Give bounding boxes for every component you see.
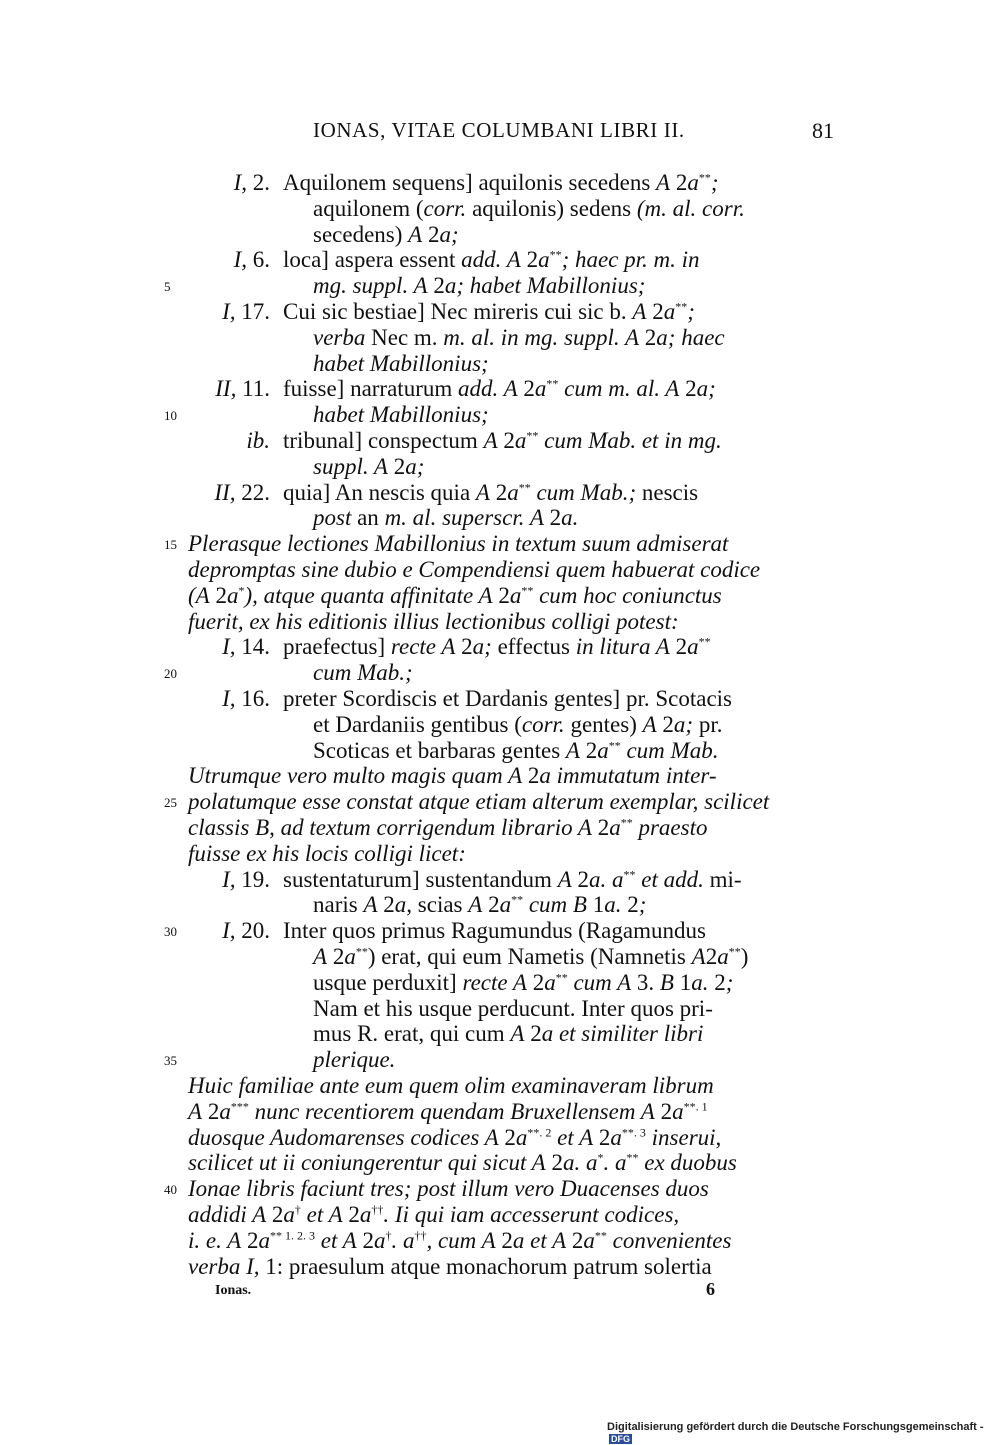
line-text: tribunal] conspectum A 2a** cum Mab. et in mg. xyxy=(283,428,722,453)
text-line xyxy=(0,299,1000,325)
citation-reference xyxy=(192,686,270,712)
line-text: addidi A 2a† et A 2a††. Ii qui iam accesserunt codices, xyxy=(188,1202,680,1227)
line-text: classis B, ad textum corrigendum librario A 2a** praesto xyxy=(188,815,708,840)
line-text: mus R. erat, qui cum A 2a et similiter libri xyxy=(313,1021,704,1047)
citation-reference xyxy=(192,428,270,454)
citation-chapter: 6. xyxy=(247,247,270,273)
line-text: Scoticas et barbaras gentes A 2a** cum Mab. xyxy=(313,737,719,763)
line-text: A 2a**) erat, qui eum Nametis (Namnetis A2a**) xyxy=(313,944,749,969)
citation-book: II, xyxy=(215,376,237,402)
text-line xyxy=(0,196,1000,222)
line-text: preter Scordiscis et Dardanis gentes] pr. Scotacis xyxy=(283,686,733,711)
citation-reference xyxy=(192,170,270,196)
text-line xyxy=(0,505,1000,531)
text-line xyxy=(0,583,1000,609)
text-line xyxy=(0,1125,1000,1151)
text-line xyxy=(0,815,1000,841)
line-text: fuerit, ex his editionis illius lectionibus colligi potest: xyxy=(188,608,679,634)
signature-mark: 6 xyxy=(706,1279,715,1299)
text-line xyxy=(0,1254,1000,1280)
text-line xyxy=(0,1150,1000,1176)
line-number: 40 xyxy=(164,1182,177,1198)
text-line xyxy=(0,170,1000,196)
citation-book: I, xyxy=(222,918,236,944)
citation-chapter: 16. xyxy=(235,686,270,711)
page-number: 81 xyxy=(812,118,834,143)
line-text: suppl. A 2a; xyxy=(313,453,425,479)
line-number: 30 xyxy=(164,924,177,940)
text-line xyxy=(0,1176,1000,1202)
line-text: duosque Audomarenses codices A $2a^{**. 2}$ et A $2a^{**. 3}$ inserui, xyxy=(188,1124,722,1150)
line-text: verba Nec m. m. al. in mg. suppl. A 2a; haec xyxy=(313,324,725,350)
line-text: Inter quos primus Ragumundus (Ragamundus xyxy=(283,918,706,944)
citation-reference xyxy=(192,480,270,506)
text-line xyxy=(0,763,1000,789)
line-text: secedens) A 2a; xyxy=(313,221,459,247)
citation-book: I, xyxy=(222,634,236,660)
citation-book: I, xyxy=(233,170,247,195)
citation-chapter: 14. xyxy=(235,634,270,660)
line-text: polatumque esse constat atque etiam alterum exemplar, scilicet xyxy=(188,789,770,815)
citation-chapter: 2. xyxy=(247,170,270,195)
text-line xyxy=(0,686,1000,712)
line-text: habet Mabillonius; xyxy=(313,350,489,376)
text-line xyxy=(0,273,1000,299)
citation-chapter: 19. xyxy=(235,866,270,892)
citation-book: ib. xyxy=(246,428,270,453)
line-text: mg. suppl. A 2a; habet Mabillonius; xyxy=(313,273,646,299)
citation-reference xyxy=(192,634,270,660)
line-text: habet Mabillonius; xyxy=(313,402,489,428)
text-line xyxy=(0,918,1000,944)
text-line xyxy=(0,428,1000,454)
digitization-note xyxy=(607,1421,1000,1445)
line-text: Utrumque vero multo magis quam A 2a immutatum inter- xyxy=(188,763,717,789)
line-number: 25 xyxy=(164,795,177,811)
text-line xyxy=(0,970,1000,996)
citation-chapter: 22. xyxy=(235,479,270,505)
line-number: 15 xyxy=(164,537,177,553)
text-line xyxy=(0,325,1000,351)
line-text: Cui sic bestiae] Nec mireris cui sic b. A 2a**; xyxy=(283,299,695,324)
line-text: et Dardaniis gentibus (corr. gentes) A 2a; pr. xyxy=(313,711,723,737)
line-text: A 2a*** nunc recentiorem quendam Bruxellensem A $2a^{**. 1}$ xyxy=(188,1098,708,1124)
line-text: Nam et his usque perducunt. Inter quos pri- xyxy=(313,995,713,1021)
text-line xyxy=(0,1021,1000,1047)
citation-reference xyxy=(192,918,270,944)
text-line xyxy=(0,892,1000,918)
text-line xyxy=(0,738,1000,764)
page-footer xyxy=(0,1279,1000,1309)
text-line xyxy=(0,1073,1000,1099)
line-text: post an m. al. superscr. A 2a. xyxy=(313,505,579,531)
text-line xyxy=(0,660,1000,686)
running-title: IONAS, VITAE COLUMBANI LIBRI II. xyxy=(313,118,685,142)
running-header xyxy=(0,118,1000,148)
line-text: cum Mab.; xyxy=(313,660,413,686)
citation-reference xyxy=(192,376,270,402)
text-line xyxy=(0,454,1000,480)
line-number: 20 xyxy=(164,666,177,682)
text-line xyxy=(0,712,1000,738)
text-line xyxy=(0,1228,1000,1254)
line-text: quia] An nescis quia A 2a** cum Mab.; nescis xyxy=(283,479,699,505)
line-text: fuisse] narraturum add. A 2a** cum m. al. A 2a; xyxy=(283,376,716,402)
line-text: Aquilonem sequens] aquilonis secedens A 2a**; xyxy=(283,170,719,195)
line-text: i. e. A $2a^{** 1. 2. 3}$ et A 2a†. a††, cum A 2a et A 2a** convenientes xyxy=(188,1227,732,1253)
line-text: (A 2a*), atque quanta affinitate A 2a** cum hoc coniunctus xyxy=(188,582,722,608)
citation-book: I, xyxy=(222,299,236,324)
line-text: aquilonem (corr. aquilonis) sedens (m. al. corr. xyxy=(313,195,745,221)
citation-reference xyxy=(192,867,270,893)
citation-book: I, xyxy=(222,866,236,892)
citation-chapter: 17. xyxy=(235,299,270,324)
text-line xyxy=(0,222,1000,248)
text-line xyxy=(0,480,1000,506)
text-line xyxy=(0,609,1000,635)
line-text: loca] aspera essent add. A 2a**; haec pr. m. in xyxy=(283,247,700,273)
line-text: plerique. xyxy=(313,1047,396,1073)
signature-label: Ionas. xyxy=(215,1283,252,1298)
text-line xyxy=(0,376,1000,402)
line-number: 10 xyxy=(164,408,177,424)
text-line xyxy=(0,789,1000,815)
line-text: usque perduxit] recte A 2a** cum A 3. B 1a. 2; xyxy=(313,969,734,995)
line-text: fuisse ex his locis colligi licet: xyxy=(188,840,466,866)
text-line xyxy=(0,557,1000,583)
line-text: verba I, 1: praesulum atque monachorum patrum solertia xyxy=(188,1253,712,1279)
citation-reference xyxy=(192,299,270,325)
text-line xyxy=(0,351,1000,377)
citation-book: I, xyxy=(233,247,247,273)
line-text: naris A 2a, scias A 2a** cum B 1a. 2; xyxy=(313,892,647,918)
text-line xyxy=(0,1099,1000,1125)
citation-reference xyxy=(192,247,270,273)
dfg-logo: DFG xyxy=(611,1434,630,1444)
digitization-text: Digitalisierung gefördert durch die Deutsche Forschungsgemeinschaft - xyxy=(607,1421,984,1433)
line-text: scilicet ut ii coniungerentur qui sicut A 2a. a*. a** ex duobus xyxy=(188,1150,737,1176)
line-text: sustentaturum] sustentandum A 2a. a** et add. mi- xyxy=(283,866,742,892)
line-number: 35 xyxy=(164,1053,177,1069)
text-line xyxy=(0,841,1000,867)
text-line xyxy=(0,1047,1000,1073)
citation-chapter: 11. xyxy=(236,376,270,402)
citation-book: I, xyxy=(222,686,236,711)
line-text: Plerasque lectiones Mabillonius in textum suum admiserat xyxy=(188,531,729,557)
line-text: praefectus] recte A 2a; effectus in litura A 2a** xyxy=(283,634,711,660)
line-text: depromptas sine dubio e Compendiensi quem habuerat codice xyxy=(188,557,761,582)
line-text: Ionae libris faciunt tres; post illum vero Duacenses duos xyxy=(188,1176,709,1202)
citation-book: II, xyxy=(214,479,236,505)
line-number: 5 xyxy=(164,279,171,295)
citation-chapter: 20. xyxy=(235,918,270,944)
text-line xyxy=(0,247,1000,273)
text-line xyxy=(0,867,1000,893)
line-text: Huic familiae ante eum quem olim examinaveram librum xyxy=(188,1073,714,1098)
text-line xyxy=(0,944,1000,970)
text-line xyxy=(0,1202,1000,1228)
text-line xyxy=(0,634,1000,660)
text-line xyxy=(0,996,1000,1022)
text-line xyxy=(0,531,1000,557)
text-line xyxy=(0,402,1000,428)
